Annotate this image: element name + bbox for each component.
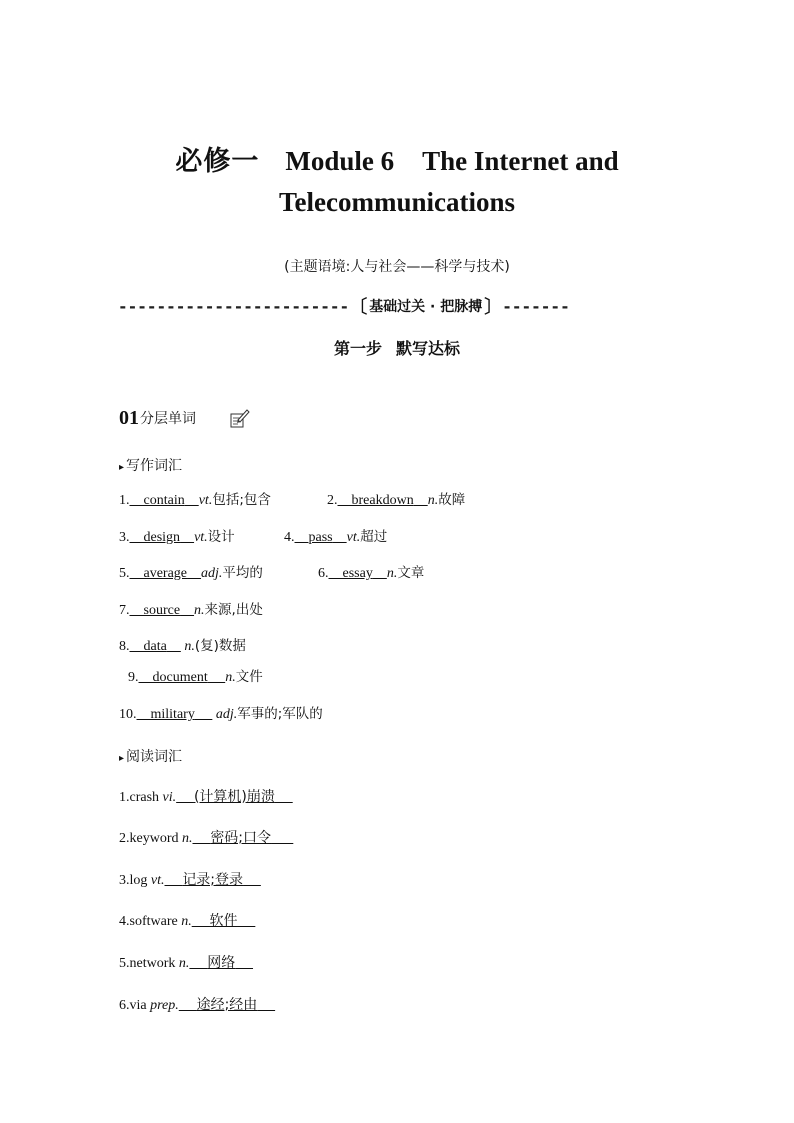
- banner-close-bracket: 〕: [484, 297, 503, 318]
- meaning: 文章: [397, 565, 425, 581]
- part-of-speech: n.: [178, 956, 190, 971]
- step-number: 第一步: [333, 339, 382, 358]
- title-book: 必修一: [175, 146, 260, 176]
- answer-text: breakdown: [351, 493, 414, 508]
- item-number: 5.: [119, 566, 130, 581]
- part-of-speech: n.: [182, 831, 193, 846]
- answer-text: pass: [308, 530, 333, 545]
- meaning: (复)数据: [194, 638, 246, 654]
- reading-vocab-heading: [119, 746, 182, 766]
- writing-item: [119, 528, 235, 547]
- answer-blank[interactable]: [338, 493, 428, 508]
- triangle-bullet-icon: ▸: [119, 753, 125, 764]
- banner-left-dashes: ------------------------: [118, 296, 350, 316]
- meaning: 文件: [235, 669, 263, 685]
- answer-blank[interactable]: [130, 566, 202, 581]
- answer-blank[interactable]: [137, 707, 213, 722]
- item-number: 7.: [119, 603, 130, 618]
- triangle-bullet-icon: ▸: [119, 462, 125, 473]
- pencil-note-icon: [228, 408, 250, 430]
- step-heading: [0, 336, 794, 359]
- writing-item: [119, 601, 263, 620]
- part-of-speech: n.: [427, 493, 439, 508]
- part-number: 01: [119, 407, 139, 429]
- title-topic: The Internet and: [422, 146, 619, 176]
- writing-item: [327, 491, 465, 510]
- part-of-speech: n.: [194, 603, 205, 618]
- part-of-speech: vt.: [150, 873, 165, 888]
- reading-item: [119, 788, 293, 807]
- part-name: 分层单词: [140, 411, 196, 427]
- reading-item: [119, 829, 293, 848]
- answer-text: military: [150, 707, 195, 722]
- answer-blank[interactable]: [165, 872, 261, 888]
- item-number: 4.: [119, 914, 130, 929]
- step-title: 默写达标: [396, 339, 461, 358]
- answer-blank[interactable]: [192, 913, 256, 929]
- part-of-speech: vi.: [162, 790, 177, 805]
- part-of-speech: vt.: [194, 530, 208, 545]
- answer-text: 网络: [207, 955, 236, 971]
- meaning: 来源,出处: [204, 602, 263, 618]
- part-heading: [119, 406, 196, 430]
- meaning: 包括;包含: [212, 492, 271, 508]
- item-number: 6.: [119, 998, 130, 1013]
- answer-text: 软件: [209, 913, 238, 929]
- answer-text: 途经;经由: [196, 997, 258, 1013]
- answer-text: source: [143, 603, 181, 618]
- item-number: 5.: [119, 956, 130, 971]
- reading-heading-text: 阅读词汇: [126, 749, 183, 765]
- part-of-speech: vt.: [346, 530, 361, 545]
- answer-text: 密码;口令: [210, 830, 272, 846]
- meaning: 设计: [207, 529, 235, 545]
- banner-right-dashes: -------: [502, 296, 570, 316]
- meaning: 超过: [360, 529, 388, 545]
- page-title-line2: Telecommunications: [279, 187, 515, 217]
- page-title-line1: [100, 141, 694, 181]
- section-banner: [118, 294, 628, 318]
- vocab-word: crash: [129, 790, 160, 805]
- answer-blank[interactable]: [130, 493, 199, 508]
- answer-text: (计算机)崩溃: [193, 789, 275, 805]
- answer-blank[interactable]: [193, 830, 294, 846]
- writing-item: [119, 491, 271, 510]
- vocab-word: network: [129, 956, 176, 971]
- reading-item: [119, 996, 275, 1015]
- vocab-word: via: [129, 998, 147, 1013]
- reading-item: [119, 871, 261, 890]
- part-of-speech: n.: [181, 914, 192, 929]
- banner-open-bracket: 〔: [349, 297, 368, 318]
- answer-blank[interactable]: [189, 955, 253, 971]
- title-module: Module 6: [285, 146, 395, 176]
- answer-blank[interactable]: [130, 639, 181, 654]
- item-number: 2.: [119, 831, 130, 846]
- reading-item: [119, 954, 253, 973]
- item-number: 8.: [119, 639, 130, 654]
- item-number: 9.: [128, 670, 139, 685]
- answer-blank[interactable]: [295, 530, 347, 545]
- writing-item: [128, 668, 263, 687]
- part-of-speech: adj.: [215, 707, 238, 722]
- item-number: 1.: [119, 493, 130, 508]
- answer-text: data: [143, 639, 167, 654]
- item-number: 6.: [318, 566, 329, 581]
- meaning: 故障: [438, 492, 466, 508]
- part-of-speech: adj.: [201, 566, 223, 581]
- item-number: 3.: [119, 530, 130, 545]
- answer-blank[interactable]: [329, 566, 387, 581]
- answer-text: design: [143, 530, 181, 545]
- answer-text: essay: [342, 566, 373, 581]
- answer-text: document: [152, 670, 208, 685]
- theme-context: (主题语境:人与社会——科学与技术): [284, 259, 510, 275]
- item-number: 1.: [119, 790, 130, 805]
- answer-text: average: [143, 566, 188, 581]
- answer-blank[interactable]: [176, 789, 293, 805]
- writing-item: [119, 705, 323, 724]
- banner-label: 基础过关 · 把脉搏: [369, 299, 483, 315]
- answer-blank[interactable]: [179, 997, 275, 1013]
- answer-blank[interactable]: [130, 530, 195, 545]
- vocab-word: keyword: [129, 831, 179, 846]
- writing-vocab-heading: [119, 455, 182, 475]
- part-of-speech: prep.: [150, 998, 179, 1013]
- writing-item: [284, 528, 387, 547]
- reading-item: [119, 912, 255, 931]
- part-of-speech: n.: [184, 639, 195, 654]
- item-number: 10.: [119, 707, 137, 722]
- item-number: 4.: [284, 530, 295, 545]
- meaning: 平均的: [222, 565, 263, 581]
- answer-text: 记录;登录: [182, 872, 244, 888]
- vocab-word: log: [129, 873, 148, 888]
- item-number: 2.: [327, 493, 338, 508]
- part-of-speech: n.: [386, 566, 398, 581]
- answer-text: contain: [143, 493, 185, 508]
- writing-heading-text: 写作词汇: [126, 458, 183, 474]
- meaning: 军事的;军队的: [237, 706, 323, 722]
- vocab-word: software: [129, 914, 178, 929]
- writing-item: [318, 564, 424, 583]
- part-of-speech: n.: [225, 670, 236, 685]
- item-number: 3.: [119, 873, 130, 888]
- answer-blank[interactable]: [139, 670, 226, 685]
- writing-item: [119, 564, 263, 583]
- writing-item: [119, 637, 246, 656]
- part-of-speech: vt.: [198, 493, 213, 508]
- answer-blank[interactable]: [130, 603, 195, 618]
